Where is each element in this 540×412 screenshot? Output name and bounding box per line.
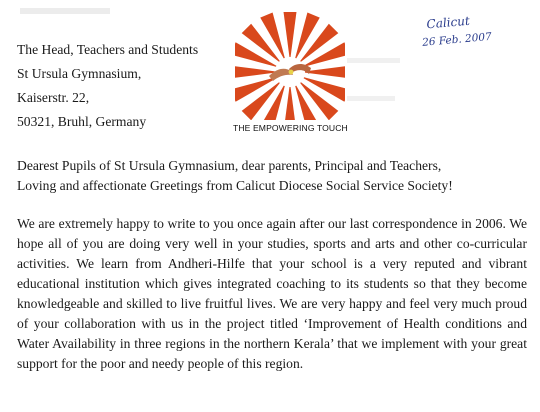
show-through-mark xyxy=(20,8,110,14)
sunburst-hands-icon xyxy=(233,10,347,122)
organization-logo xyxy=(233,10,347,138)
handwritten-place: Calicut xyxy=(425,13,471,32)
letter-body xyxy=(17,214,527,374)
handwritten-place-date xyxy=(420,12,492,49)
address-line: St Ursula Gymnasium, xyxy=(17,66,142,81)
address-line: 50321, Bruhl, Germany xyxy=(17,114,147,129)
salutation xyxy=(17,156,453,196)
logo-caption: THE EMPOWERING TOUCH xyxy=(233,123,348,133)
address-line: The Head, Teachers and Students xyxy=(17,42,199,57)
recipient-address xyxy=(17,38,198,134)
salutation-line: Loving and affectionate Greetings from Calicut Diocese Social Service Society! xyxy=(17,178,453,193)
address-line: Kaiserstr. 22, xyxy=(17,90,90,105)
salutation-line: Dearest Pupils of St Ursula Gymnasium, dear parents, Principal and Teachers, xyxy=(17,158,442,173)
body-paragraph: We are extremely happy to write to you once again after our last correspondence in 2006. We hope all of you are doing very well in your studies, sports and arts and other co-curricular activities. We learn from Andheri-Hilfe that your school is a very reputed and vibrant educational institution which gives integrated coaching to its students so that they become knowledgeable and skilled to live fruitful lives. We are very happy and feel very much proud of your collaboration with us in the project titled ‘Improvement of Health conditions and Water Availability in three regions in the northern Kerala’ that we implement with your great support for the poor and needy people of this region. xyxy=(17,216,527,371)
handwritten-date: 26 Feb. 2007 xyxy=(421,30,493,49)
